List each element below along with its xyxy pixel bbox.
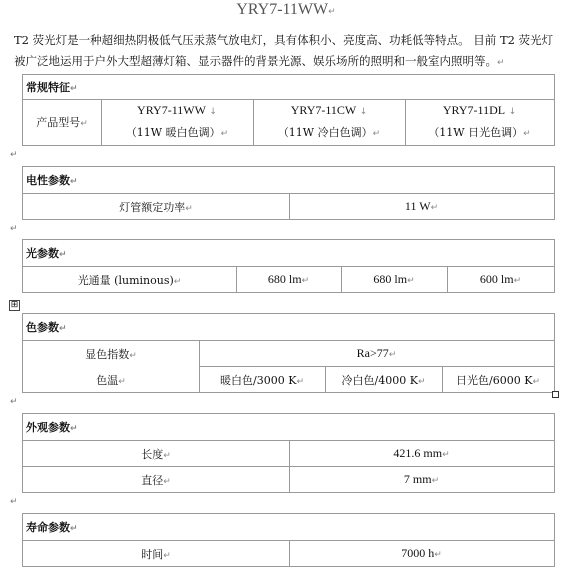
- intro-line-2: [14, 51, 570, 74]
- row-divider: [199, 366, 554, 367]
- section-heading: [26, 172, 78, 188]
- paragraph-mark: ↵: [431, 476, 440, 486]
- power-value-cell: [289, 199, 554, 214]
- general-features-table: [22, 74, 555, 146]
- length-label-cell: [23, 446, 289, 462]
- temp-value-cell: [199, 372, 325, 388]
- intro-line-1: T2 荧光灯是一种超细热阴极低气压汞蒸气放电灯，具有体积小、亮度高、功耗低等特点。 目前 T2 荧光灯: [14, 33, 554, 47]
- paragraph-mark: ↵: [513, 276, 522, 286]
- paragraph-mark: ↵: [523, 129, 531, 139]
- length-value-cell: [289, 446, 554, 461]
- model-name-cell: [101, 103, 253, 118]
- paragraph-mark: ↵: [163, 551, 171, 561]
- flux-value-cell: [341, 272, 447, 287]
- cri-value-cell: [199, 346, 554, 361]
- flux-value-cell: [447, 272, 554, 287]
- paragraph-mark: ↵: [434, 550, 442, 560]
- paragraph-mark: ↵: [185, 204, 193, 214]
- paragraph-mark: ↵: [430, 203, 439, 213]
- model-name-cell: [253, 103, 405, 118]
- paragraph-mark: ↵: [497, 58, 505, 68]
- model-desc-cell: [101, 124, 253, 140]
- life-label: 时间: [141, 548, 164, 561]
- model-desc-cell: [253, 124, 405, 140]
- flux-label: 光通量 (luminous): [77, 274, 174, 287]
- paragraph-mark: ↵: [301, 276, 310, 286]
- model-name: YRY7-11CW: [290, 103, 357, 117]
- cri-value: Ra>77: [356, 346, 389, 360]
- optical-table: [22, 239, 555, 293]
- temp-value: 冷白色/4000 K: [341, 374, 418, 387]
- paragraph-mark: ↵: [532, 377, 540, 387]
- temp-label-cell: [23, 372, 199, 388]
- line-break-mark: ↓: [508, 107, 517, 117]
- flux-value: 680 lm: [267, 272, 302, 286]
- heading-text: 外观参数: [26, 421, 70, 434]
- cri-label-cell: [23, 346, 199, 362]
- paragraph-mark: ↵: [118, 377, 126, 387]
- paragraph-mark: ↵: [10, 497, 18, 507]
- appearance-table: [22, 413, 555, 493]
- section-heading: [26, 245, 67, 261]
- diameter-label-cell: [23, 472, 289, 488]
- flux-label-cell: [23, 272, 236, 288]
- model-label: 产品型号: [36, 116, 81, 129]
- row-divider: [23, 99, 554, 100]
- intro-line-2-text: 被广泛地运用于户外大型超薄灯箱、显示器件的背景光源、娱乐场所的照明和一般室内照明等。: [14, 54, 497, 68]
- paragraph-mark: ↵: [296, 377, 304, 387]
- paragraph-mark: ↵: [59, 250, 67, 260]
- paragraph-mark: ↵: [388, 350, 397, 360]
- power-label: 灯管额定功率: [119, 201, 186, 214]
- temp-value-cell: [442, 372, 554, 388]
- row-divider: [23, 266, 554, 267]
- diameter-value: 7 mm: [403, 472, 432, 486]
- model-desc-cell: [405, 124, 554, 140]
- flux-value: 600 lm: [479, 272, 514, 286]
- paragraph-mark: ↵: [10, 150, 18, 160]
- paragraph-mark: ↵: [163, 477, 171, 487]
- model-desc: （11W 日光色调）: [428, 126, 524, 139]
- paragraph-mark: ↵: [80, 119, 88, 129]
- length-label: 长度: [141, 448, 164, 461]
- heading-text: 寿命参数: [26, 521, 70, 534]
- diameter-value-cell: [289, 472, 554, 487]
- paragraph-mark: ↵: [70, 177, 78, 187]
- heading-text: 光参数: [26, 247, 59, 260]
- title-text: YRY7-11WW: [236, 1, 329, 18]
- paragraph-mark: ↵: [442, 450, 450, 460]
- paragraph-mark: ↵: [220, 129, 229, 139]
- model-name: YRY7-11WW: [137, 103, 206, 117]
- line-break-mark: ↓: [359, 107, 368, 117]
- length-value: 421.6 mm: [393, 446, 443, 460]
- paragraph-mark: ↵: [417, 377, 426, 387]
- paragraph-mark: ↵: [328, 7, 336, 17]
- model-label-cell: [23, 114, 101, 130]
- life-value-cell: [289, 546, 554, 561]
- electrical-table: [22, 166, 555, 220]
- paragraph-mark: ↵: [70, 84, 78, 94]
- model-name-cell: [405, 103, 554, 118]
- temp-label: 色温: [96, 374, 119, 387]
- color-table: [22, 313, 555, 393]
- life-value: 7000 h: [401, 546, 435, 560]
- section-heading: [26, 419, 78, 435]
- diameter-label: 直径: [141, 474, 164, 487]
- flux-value: 680 lm: [373, 272, 408, 286]
- temp-value: 日光色/6000 K: [456, 374, 533, 387]
- section-heading: [26, 79, 78, 95]
- heading-text: 色参数: [26, 321, 59, 334]
- paragraph-mark: ↵: [129, 351, 137, 361]
- flux-value-cell: [236, 272, 341, 287]
- cri-label: 显色指数: [85, 348, 130, 361]
- paragraph-mark: ↵: [59, 324, 67, 334]
- paragraph-mark: ↵: [70, 524, 78, 534]
- heading-text: 常规特征: [26, 81, 70, 94]
- paragraph-mark: ↵: [10, 397, 18, 407]
- paragraph-mark: ↵: [407, 276, 415, 286]
- temp-value: 暖白色/3000 K: [220, 374, 297, 387]
- table-move-handle[interactable]: ⊞: [10, 300, 19, 310]
- model-desc: （11W 暖白色调）: [125, 126, 221, 139]
- paragraph-mark: ↵: [163, 451, 171, 461]
- life-table: [22, 513, 555, 567]
- temp-value-cell: [325, 372, 442, 388]
- section-heading: [26, 519, 78, 535]
- paragraph-mark: ↵: [173, 277, 182, 287]
- line-break-mark: ↓: [209, 107, 217, 117]
- paragraph-mark: ↵: [10, 224, 18, 234]
- paragraph-mark: ↵: [372, 129, 381, 139]
- table-resize-handle[interactable]: [552, 391, 559, 398]
- document-title: [0, 1, 572, 19]
- row-divider: [23, 340, 554, 341]
- model-desc: （11W 冷白色调）: [277, 126, 373, 139]
- life-label-cell: [23, 546, 289, 562]
- paragraph-mark: ↵: [70, 424, 78, 434]
- section-heading: [26, 319, 67, 335]
- model-name: YRY7-11DL: [442, 103, 506, 117]
- power-value: 11 W: [404, 199, 431, 213]
- power-label-cell: [23, 199, 289, 215]
- heading-text: 电性参数: [26, 174, 70, 187]
